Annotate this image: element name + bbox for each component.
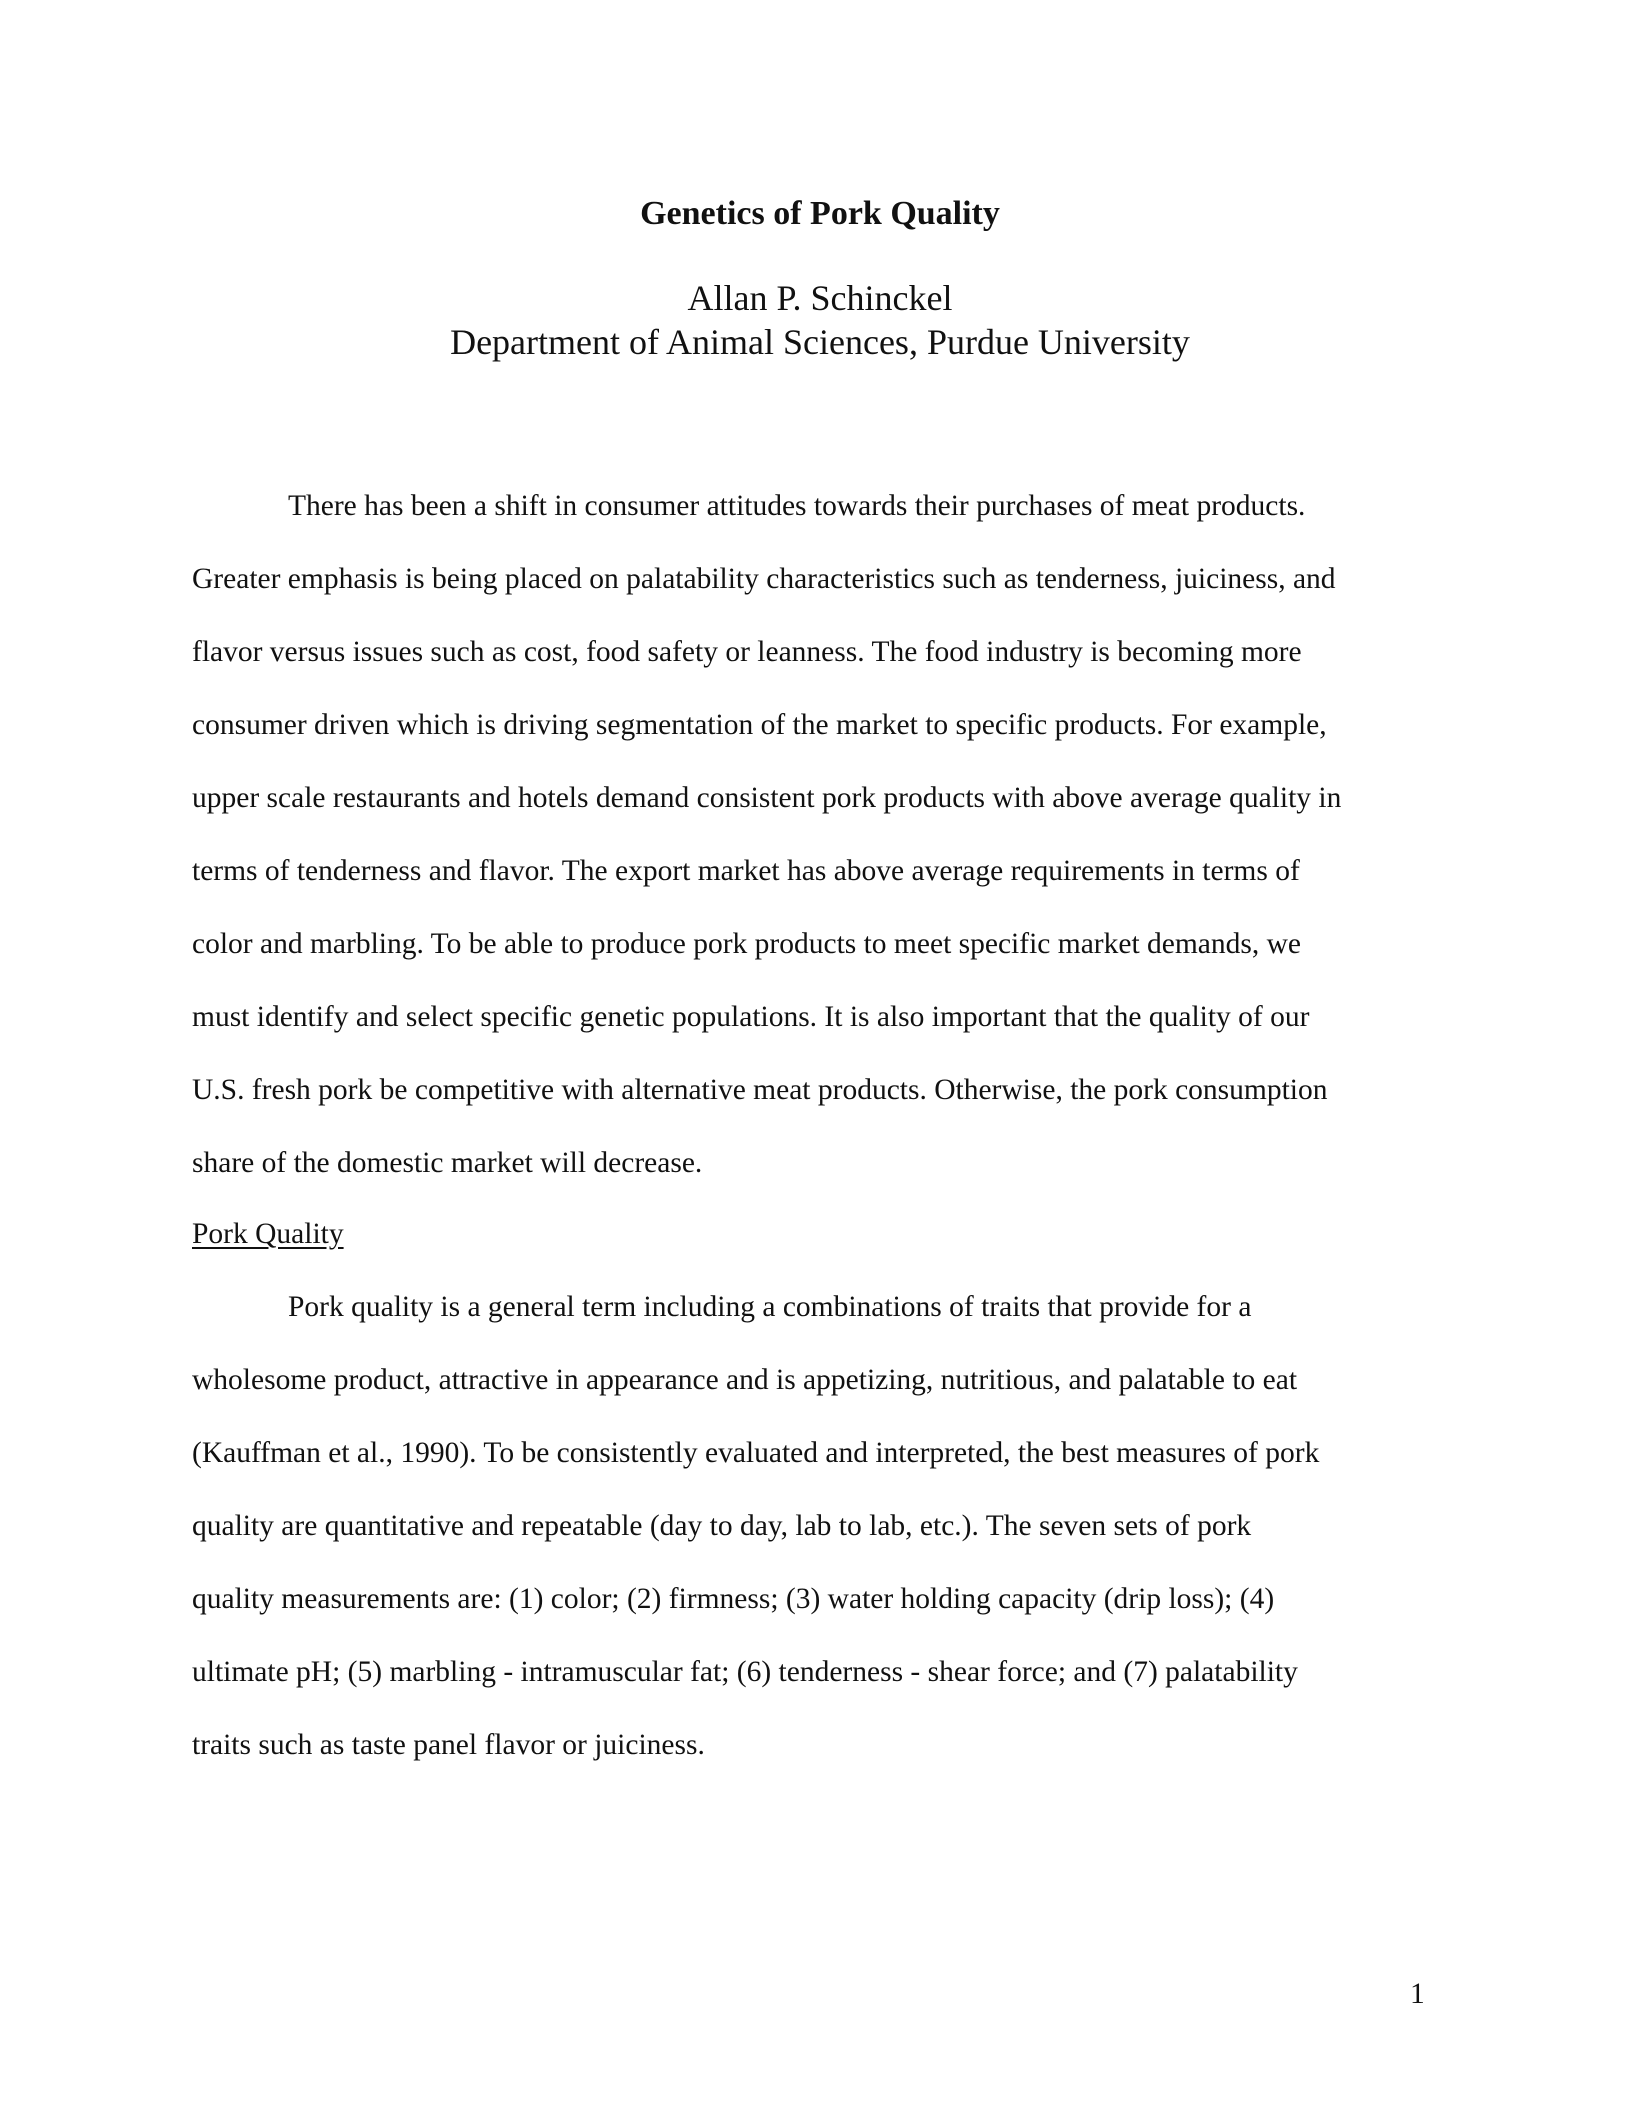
paragraph-line: quality are quantitative and repeatable (day to day, lab to lab, etc.). The seven sets of pork — [192, 1510, 1252, 1542]
paragraph-line: Pork quality is a general term including a combinations of traits that provide for a — [288, 1291, 1252, 1323]
paragraph-line: flavor versus issues such as cost, food safety or leanness. The food industry is becoming more — [192, 636, 1302, 668]
paragraph-line: traits such as taste panel flavor or juiciness. — [192, 1729, 705, 1761]
paragraph-line: ultimate pH; (5) marbling - intramuscular fat; (6) tenderness - shear force; and (7) palatability — [192, 1656, 1298, 1688]
paragraph-line: share of the domestic market will decrease. — [192, 1147, 703, 1179]
paragraph-line: wholesome product, attractive in appearance and is appetizing, nutritious, and palatable to eat — [192, 1364, 1298, 1396]
section-heading: Pork Quality — [192, 1218, 344, 1250]
paragraph-line: upper scale restaurants and hotels demand consistent pork products with above average quality in — [192, 782, 1342, 814]
paragraph-line: color and marbling. To be able to produce pork products to meet specific market demands, we — [192, 928, 1302, 960]
paragraph-line: There has been a shift in consumer attitudes towards their purchases of meat products. — [288, 490, 1306, 522]
paragraph-line: terms of tenderness and flavor. The export market has above average requirements in terms of — [192, 855, 1300, 887]
paragraph-line: consumer driven which is driving segmentation of the market to specific products. For example, — [192, 709, 1327, 741]
paragraph-line: must identify and select specific genetic populations. It is also important that the quality of our — [192, 1001, 1310, 1033]
author-name: Allan P. Schinckel — [687, 278, 953, 318]
paragraph-line: U.S. fresh pork be competitive with alternative meat products. Otherwise, the pork consumption — [192, 1074, 1328, 1106]
document-title: Genetics of Pork Quality — [640, 195, 1000, 232]
paragraph-line: (Kauffman et al., 1990). To be consistently evaluated and interpreted, the best measures of pork — [192, 1437, 1320, 1469]
page-number: 1 — [1410, 1978, 1425, 2010]
paragraph-line: Greater emphasis is being placed on palatability characteristics such as tenderness, juiciness, and — [192, 563, 1336, 595]
author-affiliation: Department of Animal Sciences, Purdue University — [450, 322, 1190, 362]
paragraph-line: quality measurements are: (1) color; (2) firmness; (3) water holding capacity (drip loss); (4) — [192, 1583, 1275, 1615]
